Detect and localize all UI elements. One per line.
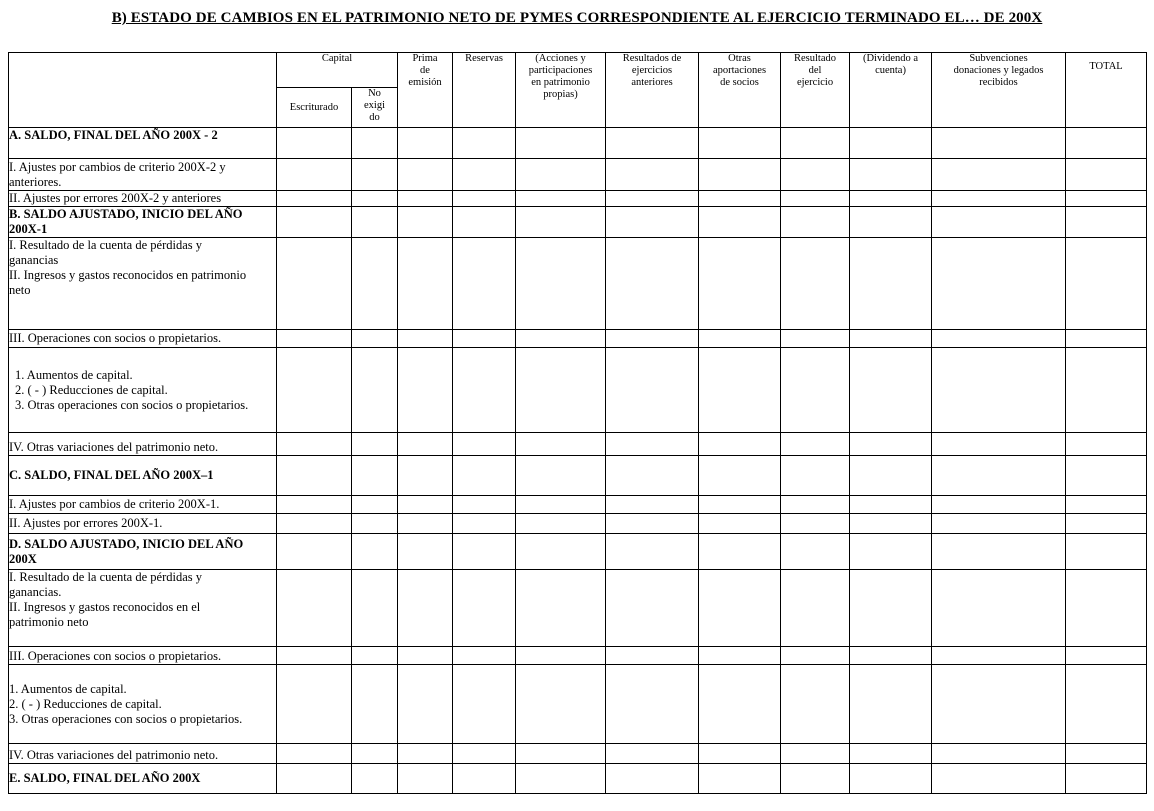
row-label: 1. Aumentos de capital. 2. ( - ) Reducciones de capital. 3. Otras operaciones con socios o propietarios. [9, 348, 277, 433]
table-row [9, 514, 1147, 534]
row-label: B. SALDO AJUSTADO, INICIO DEL AÑO 200X-1 [9, 207, 277, 238]
table-row [9, 456, 1147, 496]
row-label: II. Ajustes por errores 200X-1. [9, 514, 277, 534]
header-total: TOTAL [1066, 53, 1147, 128]
row-label: I. Ajustes por cambios de criterio 200X-1. [9, 496, 277, 514]
header-reservas: Reservas [453, 53, 516, 128]
page-title: B) ESTADO DE CAMBIOS EN EL PATRIMONIO NETO DE PYMES CORRESPONDIENTE AL EJERCICIO TERMINADO EL… DE 200X [111, 10, 1043, 26]
table-row [9, 128, 1147, 159]
equity-changes-table [8, 52, 1147, 794]
row-label: IV. Otras variaciones del patrimonio neto. [9, 433, 277, 456]
table-row [9, 647, 1147, 665]
row-label: II. Ajustes por errores 200X-2 y anteriores [9, 191, 277, 207]
table-row [9, 764, 1147, 794]
row-label: III. Operaciones con socios o propietarios. [9, 330, 277, 348]
row-label: III. Operaciones con socios o propietarios. [9, 647, 277, 665]
table-row [9, 191, 1147, 207]
header-concept-cell [9, 53, 277, 128]
header-subvenciones: Subvenciones donaciones y legados recibidos [932, 53, 1066, 128]
header-resultado-ejercicio: Resultado del ejercicio [781, 53, 850, 128]
header-escriturado: Escriturado [277, 88, 352, 128]
table-row [9, 534, 1147, 570]
row-label: C. SALDO, FINAL DEL AÑO 200X–1 [9, 456, 277, 496]
table-row [9, 348, 1147, 433]
header-prima-emision: Prima de emisión [398, 53, 453, 128]
header-no-exigido: No exigi do [352, 88, 398, 128]
table-row [9, 159, 1147, 191]
row-label: 1. Aumentos de capital. 2. ( - ) Reducciones de capital. 3. Otras operaciones con socios o propietarios. [9, 665, 277, 744]
header-capital: Capital [277, 53, 398, 88]
header-dividendo-cuenta: (Dividendo a cuenta) [850, 53, 932, 128]
row-label: I. Resultado de la cuenta de pérdidas y ganancias II. Ingresos y gastos reconocidos en patrimonio neto [9, 238, 277, 330]
table-row [9, 433, 1147, 456]
row-label: A. SALDO, FINAL DEL AÑO 200X - 2 [9, 128, 277, 159]
table-row [9, 207, 1147, 238]
table-row [9, 330, 1147, 348]
table-row [9, 665, 1147, 744]
header-otras-aportaciones: Otras aportaciones de socios [699, 53, 781, 128]
row-label: E. SALDO, FINAL DEL AÑO 200X [9, 764, 277, 794]
header-resultados-anteriores: Resultados de ejercicios anteriores [606, 53, 699, 128]
row-label: I. Resultado de la cuenta de pérdidas y ganancias. II. Ingresos y gastos reconocidos en el patrimonio neto [9, 570, 277, 647]
row-label: IV. Otras variaciones del patrimonio neto. [9, 744, 277, 764]
table-row [9, 570, 1147, 647]
table-row [9, 238, 1147, 330]
row-label: D. SALDO AJUSTADO, INICIO DEL AÑO 200X [9, 534, 277, 570]
table-row [9, 496, 1147, 514]
row-label: I. Ajustes por cambios de criterio 200X-2 y anteriores. [9, 159, 277, 191]
header-acciones-propias: (Acciones y participaciones en patrimonio propias) [516, 53, 606, 128]
table-row [9, 744, 1147, 764]
